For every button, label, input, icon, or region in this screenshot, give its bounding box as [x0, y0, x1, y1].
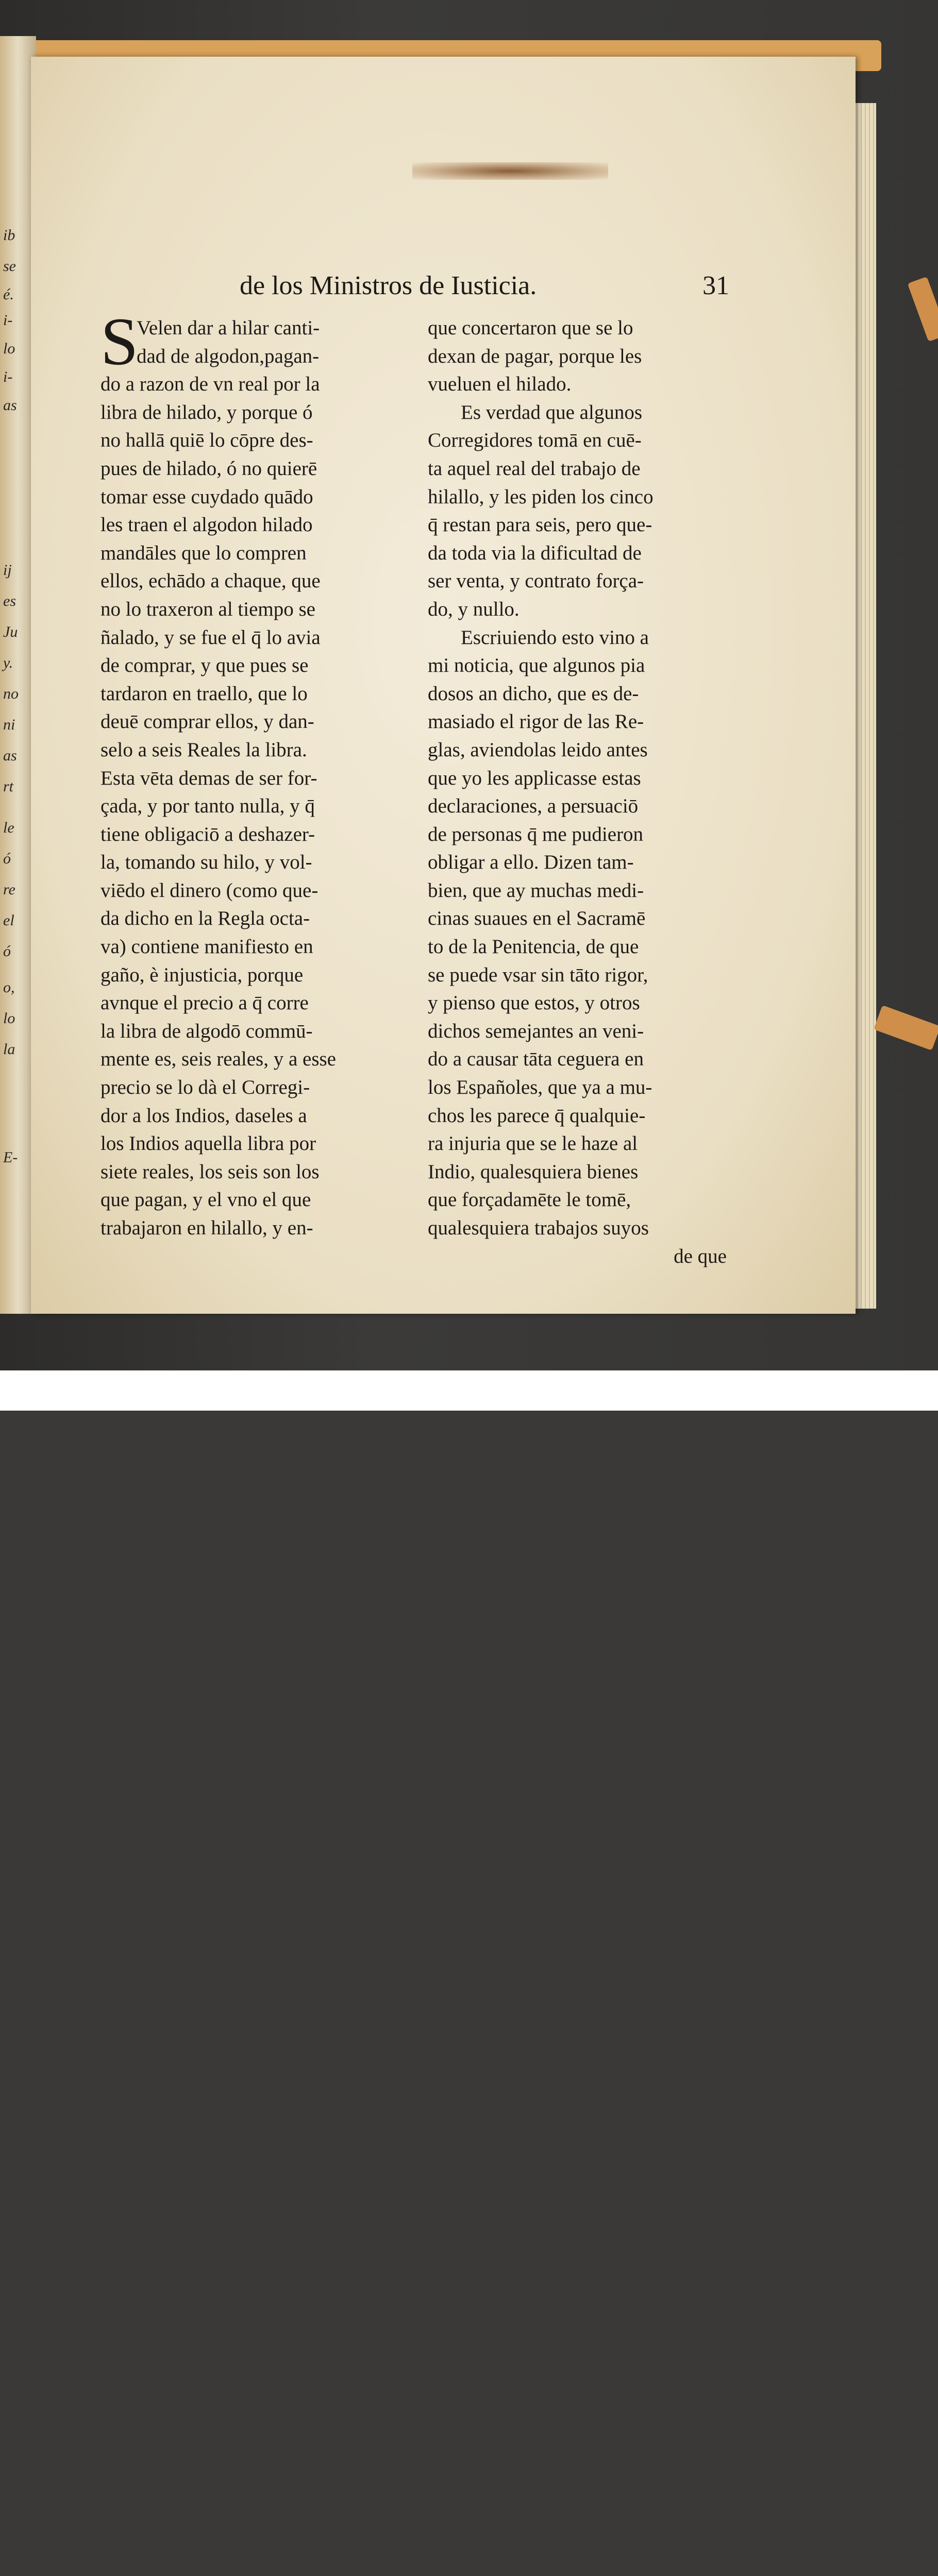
text-line: precio se lo dà el Corregi- [100, 1076, 310, 1099]
text-line: q̄ restan para seis, pero que- [428, 514, 652, 536]
text-line: ellos, echādo a chaque, que [100, 570, 321, 592]
text-line: vueluen el hilado. [428, 373, 572, 396]
text-line: no hallā quiē lo cōpre des- [100, 429, 313, 452]
text-line: cinas suaues en el Sacramē [428, 907, 646, 930]
text-line: do a razon de vn real por la [100, 373, 320, 396]
facing-page-text-fragment: E- [3, 1149, 18, 1166]
text-line: de que [674, 1245, 727, 1267]
text-line: que pagan, y el vno el que [100, 1189, 311, 1211]
text-line: declaraciones, a persuaciō [428, 795, 639, 818]
text-line: trabajaron en hilallo, y en- [100, 1217, 313, 1239]
text-line: dor a los Indios, daseles a [100, 1104, 307, 1127]
facing-page-text-fragment: lo [3, 340, 15, 357]
text-column-right [428, 314, 727, 1270]
text-line: ra injuria que se le haze al [428, 1132, 638, 1155]
facing-page-text-fragment: as [3, 747, 17, 764]
text-line: los Indios aquella libra por [100, 1132, 316, 1155]
text-line: mente es, seis reales, y a esse [100, 1048, 336, 1071]
facing-page-text-fragment: Ju [3, 623, 18, 640]
text-line: to de la Penitencia, de que [428, 936, 639, 958]
text-line: mi noticia, que algunos pia [428, 654, 645, 677]
text-line: Velen dar a hilar canti- [137, 317, 320, 339]
text-line: Indio, qualesquiera bienes [428, 1160, 639, 1183]
book-page [31, 57, 856, 1314]
text-line: ñalado, y se fue el q̄ lo avia [100, 626, 321, 649]
facing-page-text-fragment: le [3, 819, 14, 836]
text-line: avnque el precio a q̄ corre [100, 992, 309, 1014]
text-column-left [100, 303, 399, 1243]
text-line: libra de hilado, y porque ó [100, 401, 313, 423]
facing-page-text-fragment: o, [3, 979, 15, 996]
facing-page-text-fragment: ib [3, 227, 15, 244]
text-line: selo a seis Reales la libra. [100, 738, 307, 761]
page-number: 31 [702, 271, 729, 300]
text-line: y pienso que estos, y otros [428, 992, 640, 1014]
facing-page-text-fragment: é. [3, 286, 14, 303]
text-line: gaño, è injusticia, porque [100, 963, 304, 986]
text-line: bien, que ay muchas medi- [428, 879, 644, 902]
facing-page-text-fragment: as [3, 397, 17, 414]
text-line: tardaron en traello, que lo [100, 682, 308, 705]
text-line: les traen el algodon hilado [100, 514, 313, 536]
drop-capital: S [100, 303, 139, 379]
text-line: pues de hilado, ó no quierē [100, 457, 317, 480]
facing-page-text-fragment: rt [3, 778, 14, 795]
text-line: Escriuiendo esto vino a [461, 626, 649, 649]
facing-page-text-fragment: ó [3, 850, 11, 867]
text-line: dichos semejantes an veni- [428, 1020, 644, 1042]
facing-page-text-fragment: ij [3, 562, 12, 579]
facing-page-text-fragment: lo [3, 1010, 15, 1027]
facing-page-text-fragment: ó [3, 943, 11, 960]
text-line: no lo traxeron al tiempo se [100, 598, 315, 620]
text-line: dexan de pagar, porque les [428, 345, 642, 367]
facing-page-text-fragment: es [3, 592, 16, 609]
text-line: tomar esse cuydado quādo [100, 485, 313, 508]
text-line: que concertaron que se lo [428, 317, 633, 339]
text-line: çada, y por tanto nulla, y q̄ [100, 795, 315, 818]
facing-page-text-fragment: ni [3, 716, 15, 733]
text-line: masiado el rigor de las Re- [428, 710, 644, 733]
text-line: se puede vsar sin tāto rigor, [428, 963, 648, 986]
text-line: la, tomando su hilo, y vol- [100, 851, 312, 874]
text-line: do a causar tāta ceguera en [428, 1048, 644, 1071]
text-line: Es verdad que algunos [461, 401, 642, 423]
text-line: mandāles que lo compren [100, 541, 307, 564]
text-line: va) contiene manifiesto en [100, 936, 313, 958]
text-line: de personas q̄ me pudieron [428, 823, 644, 845]
text-line: dad de algodon,pagan- [137, 345, 320, 367]
text-line: los Españoles, que ya a mu- [428, 1076, 652, 1099]
text-line: tiene obligaciō a deshazer- [100, 823, 315, 845]
text-line: dosos an dicho, que es de- [428, 682, 639, 705]
text-line: ser venta, y contrato força- [428, 570, 644, 592]
text-line: qualesquiera trabajos suyos [428, 1217, 649, 1239]
text-line: do, y nullo. [428, 598, 520, 620]
text-line: obligar a ello. Dizen tam- [428, 851, 634, 874]
text-line: deuē comprar ellos, y dan- [100, 710, 314, 733]
facing-page-text-fragment: y. [3, 654, 13, 671]
facing-page-text-fragment: no [3, 685, 19, 702]
text-line: de comprar, y que pues se [100, 654, 309, 677]
library-footer [0, 1370, 938, 1411]
text-line: hilallo, y les piden los cinco [428, 485, 654, 508]
text-line: Esta vēta demas de ser for- [100, 767, 317, 789]
facing-page-text-fragment: se [3, 258, 16, 275]
text-line: la libra de algodō commū- [100, 1020, 313, 1042]
page-header [240, 270, 734, 307]
text-line: ta aquel real del trabajo de [428, 457, 641, 480]
facing-page-text-fragment: la [3, 1041, 15, 1058]
text-line: glas, aviendolas leido antes [428, 738, 648, 761]
text-line: viēdo el dinero (como que- [100, 879, 319, 902]
running-title: de los Ministros de Iusticia. [240, 271, 537, 300]
text-line: chos les parece q̄ qualquie- [428, 1104, 646, 1127]
text-line: Corregidores tomā en cuē- [428, 429, 642, 452]
text-line: da toda via la dificultad de [428, 541, 642, 564]
text-line: da dicho en la Regla octa- [100, 907, 310, 930]
text-line: siete reales, los seis son los [100, 1160, 320, 1183]
text-line: que yo les applicasse estas [428, 767, 641, 789]
facing-page-text-fragment: el [3, 912, 14, 929]
text-line: que forçadamēte le tomē, [428, 1189, 631, 1211]
burn-mark [412, 162, 608, 180]
facing-page-text-fragment: i- [3, 312, 13, 329]
facing-page-text-fragment: i- [3, 368, 13, 385]
facing-page-text-fragment: re [3, 881, 15, 898]
